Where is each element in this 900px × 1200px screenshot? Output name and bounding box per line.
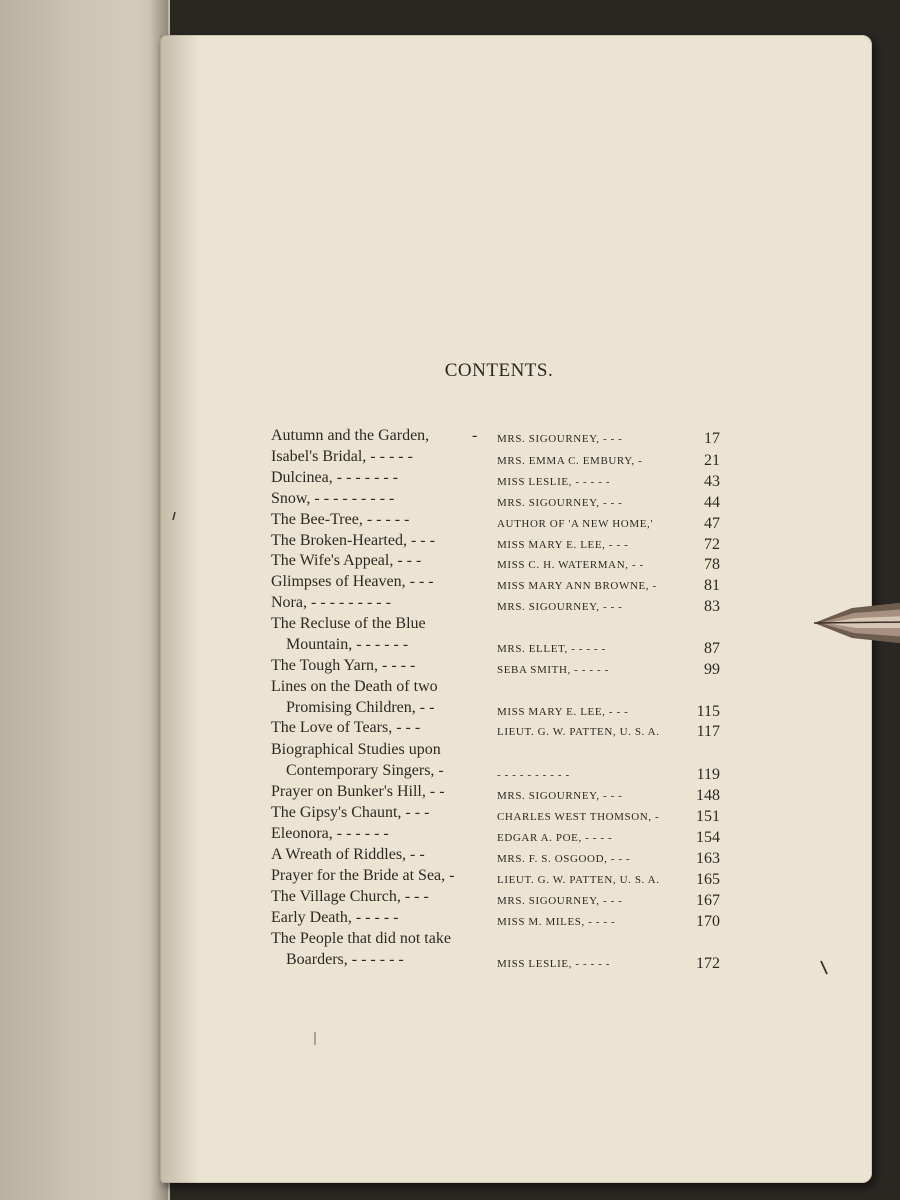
toc-author: MRS. SIGOURNEY, - - - [497,601,623,613]
toc-author: MISS M. MILES, - - - - [497,916,616,928]
toc-author: MISS LESLIE, - - - - - [497,958,611,970]
toc-title: Glimpses of Heaven, - - - [271,573,434,590]
toc-page: 47 [704,515,720,532]
toc-page: 170 [696,913,720,930]
toc-author: LIEUT. G. W. PATTEN, U. S. A. [497,726,660,738]
toc-title: Early Death, - - - - - [271,909,399,926]
toc-page: 165 [696,871,720,888]
toc-title: Dulcinea, - - - - - - - [271,469,399,486]
toc-author: EDGAR A. POE, - - - - [497,832,613,844]
toc-author: - - - - - - - - - - [497,769,570,781]
toc-title: The Wife's Appeal, - - - [271,552,422,569]
toc-title: Snow, - - - - - - - - - [271,490,395,507]
toc-author: MISS MARY E. LEE, - - - [497,706,629,718]
paper-blemish-mark [312,1030,318,1048]
toc-page: 78 [704,556,720,573]
toc-page: 172 [696,955,720,972]
toc-page: 119 [696,766,720,783]
toc-title: Mountain, - - - - - - [286,636,409,653]
toc-title: The Bee-Tree, - - - - - [271,511,410,528]
toc-title: The Gipsy's Chaunt, - - - [271,804,430,821]
toc-title: The Tough Yarn, - - - - [271,657,416,674]
toc-page: 167 [696,892,720,909]
toc-author: MRS. F. S. OSGOOD, - - - [497,853,631,865]
toc-author: MRS. ELLET, - - - - - [497,643,606,655]
toc-page: 83 [704,598,720,615]
toc-title: Autumn and the Garden, [271,427,430,444]
toc-page: 163 [696,850,720,867]
toc-title: The Village Church, - - - [271,888,429,905]
toc-page: 117 [696,723,720,740]
toc-page: 43 [704,473,720,490]
paper-blemish-mark [818,958,830,978]
toc-title: The People that did not take [271,930,451,947]
toc-author: LIEUT. G. W. PATTEN, U. S. A. [497,874,660,886]
toc-author: MRS. SIGOURNEY, - - - [497,433,623,445]
toc-author: MRS. SIGOURNEY, - - - [497,895,623,907]
toc-title: The Love of Tears, - - - [271,719,421,736]
toc-title: Biographical Studies upon [271,741,441,758]
toc-author: MRS. SIGOURNEY, - - - [497,790,623,802]
toc-author: SEBA SMITH, - - - - - [497,664,609,676]
toc-title: A Wreath of Riddles, - - [271,846,425,863]
toc-title: Boarders, - - - - - - [286,951,404,968]
toc-page: 81 [704,577,720,594]
toc-author: MISS LESLIE, - - - - - [497,476,611,488]
toc-page: 87 [704,640,720,657]
toc-title: Isabel's Bridal, - - - - - [271,448,413,465]
toc-page: 21 [704,452,720,469]
toc-page: 17 [704,430,720,447]
toc-page: 154 [696,829,720,846]
toc-title: The Recluse of the Blue [271,615,426,632]
contents-heading: CONTENTS. [444,360,554,381]
toc-title: Promising Children, - - [286,699,435,716]
toc-author: MRS. SIGOURNEY, - - - [497,497,623,509]
toc-title: Prayer for the Bride at Sea, - [271,867,455,884]
toc-author: AUTHOR OF 'A NEW HOME,' [497,518,653,530]
toc-page: 115 [696,703,720,720]
toc-author: MISS MARY ANN BROWNE, - [497,580,657,592]
toc-title: Eleonora, - - - - - - [271,825,389,842]
toc-author: MISS MARY E. LEE, - - - [497,539,629,551]
toc-author: MISS C. H. WATERMAN, - - [497,559,644,571]
toc-page: 99 [704,661,720,678]
toc-page: 44 [704,494,720,511]
toc-title: Lines on the Death of two [271,678,438,695]
toc-page: 72 [704,536,720,553]
toc-author: CHARLES WEST THOMSON, - [497,811,660,823]
toc-page: 148 [696,787,720,804]
paper-blemish-mark [170,510,178,524]
toc-page: 151 [696,808,720,825]
toc-author: MRS. EMMA C. EMBURY, - [497,455,643,467]
page-pointer-icon [812,598,900,648]
toc-title: Prayer on Bunker's Hill, - - [271,783,445,800]
toc-title: Contemporary Singers, - [286,762,444,779]
toc-leader: - [472,427,478,444]
toc-title: Nora, - - - - - - - - - [271,594,391,611]
toc-title: The Broken-Hearted, - - - [271,532,435,549]
